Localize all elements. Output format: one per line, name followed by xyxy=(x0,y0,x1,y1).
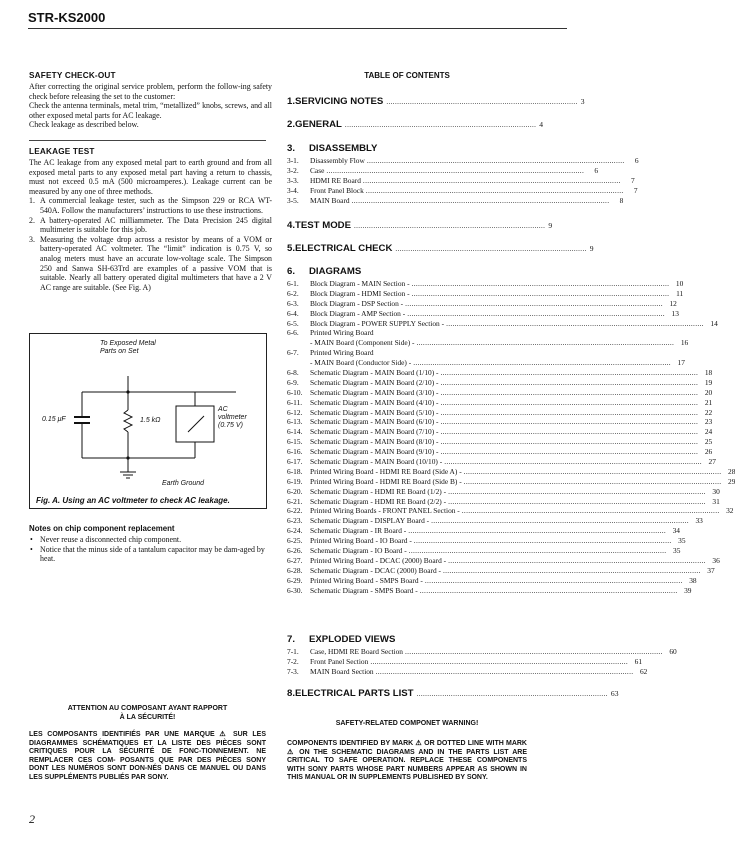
toc-entry-page: 31 xyxy=(712,496,720,506)
toc-entry-number: 6-11. xyxy=(287,397,303,407)
toc-entry-number: 6-22. xyxy=(287,506,303,516)
toc-entry-page: 6 xyxy=(594,165,599,175)
safety-checkout-body xyxy=(29,82,272,130)
toc-section-4[interactable]: 4. TEST MODE ......................................................................................... 9 xyxy=(287,220,553,231)
toc-section-6-rows xyxy=(287,279,735,596)
toc-entry-number: 6-25. xyxy=(287,536,303,546)
toc-entry-number: 6-4. xyxy=(287,308,299,318)
toc-section-2[interactable]: 2. GENERAL ......................................................................................... 4 xyxy=(287,119,544,130)
toc-entry-page: 60 xyxy=(669,647,677,656)
toc-entry[interactable] xyxy=(287,397,713,408)
toc-entry[interactable] xyxy=(287,358,685,368)
toc-entry-page: 39 xyxy=(684,585,692,595)
toc-leader-dots: ........................................................................................................................ xyxy=(408,526,666,536)
toc-section-8[interactable]: 8. ELECTRICAL PARTS LIST ......................................................................................... 63 xyxy=(287,688,619,699)
leakage-test-heading: LEAKAGE TEST xyxy=(29,147,95,156)
toc-entry[interactable] xyxy=(287,288,684,299)
toc-leader-dots: ........................................................................................................................ xyxy=(440,377,699,387)
toc-leader-dots: ........................................................................................................................ xyxy=(375,666,634,676)
header-rule xyxy=(28,28,567,29)
toc-entry-title: Printed Wiring Board xyxy=(310,348,374,358)
toc-entry[interactable] xyxy=(287,486,720,497)
toc-entry[interactable] xyxy=(287,427,713,437)
toc-entry-title: Schematic Diagram - MAIN Board (10/10) - xyxy=(310,457,443,467)
toc-entry-title: Schematic Diagram - MAIN Board (4/10) - xyxy=(310,397,439,407)
toc-entry[interactable] xyxy=(287,536,686,546)
toc-entry-page: 6 xyxy=(634,156,639,165)
toc-entry[interactable] xyxy=(287,156,639,166)
toc-entry-title: Block Diagram - MAIN Section - xyxy=(310,279,410,288)
toc-entry-page: 20 xyxy=(704,387,713,397)
leakage-step: 1. A commercial leakage tester, such as the Simpson 229 or RCA WT-540A. Follow the manufacturers’ instructions to use these instructions. xyxy=(29,196,272,215)
toc-entry-title: Case xyxy=(310,165,325,175)
toc-entry-page: 7 xyxy=(630,175,635,185)
toc-leader-dots: ........................................................................................................................ xyxy=(370,656,629,666)
toc-entry-number: 7-3. xyxy=(287,666,299,676)
page-number: 2 xyxy=(29,812,35,826)
chip-notes-heading: Notes on chip component replacement xyxy=(29,524,175,533)
toc-entry-number: 6-21. xyxy=(287,496,303,506)
safety-checkout-heading: SAFETY CHECK-OUT xyxy=(29,71,116,80)
toc-leader-dots: ........................................................................................................................ xyxy=(408,546,667,556)
toc-leader-dots: ........................................................................................................................ xyxy=(411,288,670,298)
toc-entry[interactable] xyxy=(287,298,677,309)
toc-entry-number: 6-13. xyxy=(287,417,303,427)
toc-section-3-rows xyxy=(287,156,639,205)
toc-entry-number: 3-2. xyxy=(287,165,299,175)
toc-entry-number: 6-28. xyxy=(287,565,303,575)
toc-entry-title: Schematic Diagram - DISPLAY Board - xyxy=(310,516,430,526)
toc-entry-number: 6-5. xyxy=(287,318,299,328)
toc-entry-number: 6-1. xyxy=(287,279,299,288)
toc-entry-page: 36 xyxy=(712,555,720,565)
toc-entry[interactable] xyxy=(287,348,527,358)
toc-entry-page: 35 xyxy=(678,536,686,546)
toc-entry-number: 6-9. xyxy=(287,377,299,387)
toc-entry[interactable] xyxy=(287,338,689,348)
toc-leader-dots: ........................................................................................................................ xyxy=(440,427,699,437)
voltmeter-needle xyxy=(188,416,204,432)
toc-entry-page: 62 xyxy=(639,666,648,676)
toc-entry[interactable] xyxy=(287,647,677,657)
toc-entry-title: Schematic Diagram - MAIN Board (1/10) - xyxy=(310,368,439,378)
toc-entry[interactable] xyxy=(287,575,697,586)
toc-entry-number: 6-3. xyxy=(287,298,299,308)
toc-entry-number: 6-27. xyxy=(287,555,303,565)
toc-entry-title: MAIN Board xyxy=(310,195,350,205)
toc-entry-page: 13 xyxy=(671,308,679,318)
toc-leader-dots: ........................................................................................................................ xyxy=(366,156,625,165)
toc-entry[interactable] xyxy=(287,185,638,196)
toc-leader-dots: ........................................................................................................................ xyxy=(442,565,701,575)
toc-entry-number: 6-10. xyxy=(287,387,303,397)
toc-entry-number: 6-16. xyxy=(287,447,303,457)
label-exposed-metal-2: Parts on Set xyxy=(100,348,139,355)
toc-entry-title: Schematic Diagram - MAIN Board (5/10) - xyxy=(310,407,439,417)
chip-note-item: • Notice that the minus side of a tantalum capacitor may be dam-aged by heat. xyxy=(30,544,265,564)
toc-leader-dots: ........................................................................................................................ xyxy=(440,447,699,457)
toc-entry[interactable] xyxy=(287,516,703,526)
toc-leader-dots: ........................................................................................................................ xyxy=(444,457,702,467)
toc-entry-title: Printed Wiring Board - SMPS Board - xyxy=(310,575,423,585)
toc-entry-number: 3-3. xyxy=(287,175,299,185)
toc-entry-page: 32 xyxy=(726,506,734,516)
leakage-step: 3. Measuring the voltage drop across a resistor by means of a VOM or battery-operated AC voltmeter. The “limit” indication is 0.75 V, so analog meters must have an accurate low-voltage scale. The Simpson 250 and Sanwa SH-63Trd are examples of a passive VOM that is suitable. Nearly all battery operated digital multimeters that have a 2 V AC range are suitable. (See Fig. A) xyxy=(29,234,272,292)
toc-entry-number: 6-8. xyxy=(287,368,299,378)
leakage-test-body xyxy=(29,158,272,292)
toc-entry-title: Printed Wiring Board - HDMI RE Board (Side A) - xyxy=(310,466,462,476)
toc-leader-dots: ........................................................................................................................ xyxy=(461,506,720,516)
toc-entry[interactable] xyxy=(287,506,734,516)
warning-fr-body: LES COMPOSANTS IDENTIFIÉS PAR UNE MARQUE ⚠ SUR LES DIAGRAMMES SCHÉMATIQUES ET LA LISTE DES PIÈCES SONT CRITIQUES POUR LA SÉCURITÉ DE FONC-TIONNEMENT. NE REMPLACER CES COM- POSANTS QUE PAR DES PIÈCES SONY DONT LES NUMÉROS SONT DON-NÉS DANS CE MANUEL OU DANS LES SUPPLÉMENTS PUBLIÉS PAR SONY. xyxy=(29,731,266,781)
label-voltmeter-3: (0.75 V) xyxy=(218,422,243,429)
toc-entry-page: 26 xyxy=(704,447,713,457)
toc-entry-title: Schematic Diagram - DCAC (2000) Board - xyxy=(310,565,441,575)
toc-entry-title: Block Diagram - HDMI Section - xyxy=(310,288,410,298)
toc-entry[interactable] xyxy=(287,496,720,507)
toc-entry-number: 6-26. xyxy=(287,546,303,556)
toc-entry-page: 61 xyxy=(634,656,643,666)
toc-leader-dots: ........................................................................................................................ xyxy=(448,496,706,506)
toc-entry-title: Front Panel Section xyxy=(310,656,369,666)
toc-entry-page: 19 xyxy=(704,377,713,387)
toc-entry[interactable] xyxy=(287,666,648,677)
toc-entry-title: MAIN Board Section xyxy=(310,666,374,676)
toc-entry-page: 14 xyxy=(710,318,718,328)
toc-entry-title: Printed Wiring Board - DCAC (2000) Board - xyxy=(310,555,447,565)
toc-section-6[interactable]: 6. DIAGRAMS 6-1. Block Diagram - MAIN Section - ........................................................................................................................ 10 6-2. Block Diagram - HDMI Section - ........................................................................................................................ 11 6-3. Block Diagram - DSP Section - ........................................................................................................................ 12 6-4. Block Diagram - AMP Section - ........................................................................................................................ 13 6-5. Block Diagram - POWER SUPPLY Section - ........................................................................................................................ 14 6-6. Printed Wiring Board - MAIN Board (Component Side) - ........................................................................................................................ 16 6-7. Printed Wiring Board - MAIN Board (Conductor Side) - ........................................................................................................................ 17 6-8. Schematic Diagram - MAIN Board (1/10) - ........................................................................................................................ 18 6-9. Schematic Diagram - MAIN Board (2/10) - ........................................................................................................................ 19 6-10. Schematic Diagram - MAIN Board (3/10) - ........................................................................................................................ 20 6-11. Schematic Diagram - MAIN Board (4/10) - ........................................................................................................................ 21 6-12. Schematic Diagram - MAIN Board (5/10) - ........................................................................................................................ 22 6-13. Schematic Diagram - MAIN Board (6/10) - ........................................................................................................................ 23 6-14. Schematic Diagram - MAIN Board (7/10) - ........................................................................................................................ 24 6-15. Schematic Diagram - MAIN Board (8/10) - ........................................................................................................................ 25 6-16. Schematic Diagram - MAIN Board (9/10) - ........................................................................................................................ 26 6-17. Schematic Diagram - MAIN Board (10/10) - ........................................................................................................................ 27 6-18. Printed Wiring Board - HDMI RE Board (Side A) - ........................................................................................................................ 28 6-19. Printed Wiring Board - HDMI RE Board (Side B) - ........................................................................................................................ 29 6-20. Schematic Diagram - HDMI RE Board (1/2) - ........................................................................................................................ 30 6-21. Schematic Diagram - HDMI RE Board (2/2) - ........................................................................................................................ 31 6-22. Printed Wiring Boards - FRONT PANEL Section - ........................................................................................................................ 32 6-23. Schematic Diagram - DISPLAY Board - ........................................................................................................................ 33 6-24. Schematic Diagram - IR Board - ........................................................................................................................ 34 6-25. Printed Wiring Board - IO Board - ........................................................................................................................ 35 6-26. Schematic Diagram - IO Board - ........................................................................................................................ 35 6-27. Printed Wiring Board - DCAC (2000) Board - ........................................................................................................................ 36 6-28. Schematic Diagram - DCAC (2000) Board - ........................................................................................................................ 37 6-29. Printed Wiring Board - SMPS Board - ........................................................................................................................ 38 6-30. Schematic Diagram - SMPS Board - ........................................................................................................................ 39 xyxy=(287,266,735,595)
toc-entry[interactable] xyxy=(287,476,735,487)
toc-entry-page: 28 xyxy=(728,466,735,476)
toc-entry[interactable] xyxy=(287,368,713,378)
toc-entry[interactable] xyxy=(287,165,599,176)
toc-entry-page: 37 xyxy=(707,565,715,575)
toc-entry[interactable] xyxy=(287,437,713,447)
warning-fr-heading-2: À LA SÉCURITÉ! xyxy=(119,714,176,721)
toc-entry-number: 6-20. xyxy=(287,486,303,496)
label-resistor: 1.5 kΩ xyxy=(140,417,161,424)
toc-section-3[interactable]: 3. DISASSEMBLY 3-1. Disassembly Flow ........................................................................................................................ 6 3-2. Case ........................................................................................................................ 6 3-3. HDMI RE Board ........................................................................................................................ 7 3-4. Front Panel Block ........................................................................................................................ 7 3-5. MAIN Board ........................................................................................................................ 8 xyxy=(287,143,639,205)
toc-leader-dots: ........................................................................................................................ xyxy=(440,407,699,417)
toc-section-1[interactable]: 1. SERVICING NOTES ......................................................................................... 3 xyxy=(287,96,585,107)
toc-entry-page: 11 xyxy=(676,288,684,298)
toc-entry-title: Schematic Diagram - MAIN Board (6/10) - xyxy=(310,417,439,427)
toc-entry-number: 6-24. xyxy=(287,526,303,536)
toc-entry[interactable] xyxy=(287,555,720,566)
toc-entry-title: - MAIN Board (Conductor Side) - xyxy=(310,358,412,368)
toc-entry-number: 7-1. xyxy=(287,647,299,656)
toc-entry-page: 12 xyxy=(669,298,677,308)
resistor-zigzag xyxy=(124,410,132,432)
warning-fr-heading-1: ATTENTION AU COMPOSANT AYANT RAPPORT xyxy=(67,705,228,712)
toc-entry-title: Printed Wiring Board - IO Board - xyxy=(310,536,412,546)
toc-entry[interactable] xyxy=(287,526,680,536)
toc-entry-title: Schematic Diagram - IO Board - xyxy=(310,546,407,556)
toc-entry-title: Schematic Diagram - HDMI RE Board (2/2) - xyxy=(310,496,447,506)
warning-en-heading: SAFETY-RELATED COMPONET WARNING! xyxy=(335,720,479,727)
toc-entry[interactable] xyxy=(287,308,679,319)
figure-caption: Fig. A. Using an AC voltmeter to check AC leakage. xyxy=(36,496,230,505)
toc-entry[interactable] xyxy=(287,387,713,398)
toc-leader-dots: ........................................................................................................................ xyxy=(411,279,670,288)
toc-leader-dots: ........................................................................................................................ xyxy=(405,298,663,308)
leakage-test-intro: The AC leakage from any exposed metal part to earth ground and from all exposed metal parts to any exposed metal part having a return to chassis, must not exceed 0.5 mA (500 microamperes.). Leakage current can be measured by any one of three methods. xyxy=(29,158,272,196)
toc-entry-number: 6-23. xyxy=(287,516,303,526)
toc-leader-dots: ........................................................................................................................ xyxy=(365,185,624,195)
toc-leader-dots: ........................................................................................................................ xyxy=(326,165,585,175)
toc-entry-title: Printed Wiring Board - HDMI RE Board (Side B) - xyxy=(310,476,462,486)
toc-entry-number: 3-5. xyxy=(287,195,299,205)
toc-entry[interactable] xyxy=(287,407,713,418)
toc-leader-dots: ........................................................................................................................ xyxy=(413,536,672,546)
toc-entry-page: 23 xyxy=(704,417,713,427)
toc-entry-title: Schematic Diagram - MAIN Board (7/10) - xyxy=(310,427,439,437)
toc-entry-page: 34 xyxy=(672,526,680,536)
toc-entry-number: 6-18. xyxy=(287,466,303,476)
toc-entry[interactable] xyxy=(287,279,684,289)
toc-entry-number: 6-19. xyxy=(287,476,303,486)
toc-entry-title: Schematic Diagram - MAIN Board (8/10) - xyxy=(310,437,439,447)
section-divider xyxy=(29,140,266,141)
toc-leader-dots: ........................................................................................................................ xyxy=(446,318,704,328)
toc-entry[interactable] xyxy=(287,585,692,596)
toc-entry[interactable] xyxy=(287,457,716,467)
safety-checkout-p3: Check leakage as described below. xyxy=(29,120,139,130)
toc-entry-number: 6-14. xyxy=(287,427,303,437)
toc-entry-number: 6-30. xyxy=(287,585,303,595)
toc-entry-page: 29 xyxy=(728,476,735,486)
toc-leader-dots: ........................................................................................................................ xyxy=(440,417,699,427)
toc-entry-number: 3-4. xyxy=(287,185,299,195)
toc-entry-number: 6-17. xyxy=(287,457,303,467)
toc-entry-number: 3-1. xyxy=(287,156,299,165)
toc-leader-dots: ........................................................................................................................ xyxy=(448,486,706,496)
toc-entry-title: Front Panel Block xyxy=(310,185,364,195)
toc-leader-dots: ........................................................................................................................ xyxy=(448,555,706,565)
toc-entry[interactable] xyxy=(287,195,624,206)
toc-entry-page: 22 xyxy=(704,407,713,417)
toc-entry-title: - MAIN Board (Component Side) - xyxy=(310,338,415,348)
toc-entry-page: 21 xyxy=(704,397,713,407)
chip-note-item: • Never reuse a disconnected chip component. xyxy=(30,535,182,544)
leakage-test-steps xyxy=(29,196,272,292)
label-capacitor: 0.15 μF xyxy=(42,416,66,423)
toc-leader-dots: ........................................................................................................................ xyxy=(463,466,722,476)
toc-entry-page: 35 xyxy=(673,546,681,556)
toc-entry[interactable] xyxy=(287,466,735,477)
toc-entry-number: 6-12. xyxy=(287,407,303,417)
toc-title: TABLE OF CONTENTS xyxy=(364,71,450,80)
toc-leader-dots: ........................................................................................................................ xyxy=(413,358,671,368)
figure-a-leakage-circuit xyxy=(29,333,267,509)
toc-leader-dots: ........................................................................................................................ xyxy=(362,175,621,185)
voltmeter-box xyxy=(176,406,214,442)
toc-leader-dots: ........................................................................................................................ xyxy=(440,437,699,447)
toc-entry-number: 6-2. xyxy=(287,288,299,298)
toc-entry[interactable] xyxy=(287,377,713,388)
toc-entry-page: 24 xyxy=(704,427,713,437)
toc-entry-title: Schematic Diagram - MAIN Board (9/10) - xyxy=(310,447,439,457)
safety-checkout-p2: Check the antenna terminals, metal trim, “metallized” knobs, screws, and all other exposed metal parts for AC leakage. xyxy=(29,101,272,120)
toc-entry-page: 17 xyxy=(677,358,685,368)
toc-entry-page: 18 xyxy=(704,368,713,378)
toc-entry-page: 8 xyxy=(619,195,624,205)
toc-leader-dots: ........................................................................................................................ xyxy=(440,397,699,407)
warning-en-body: COMPONENTS IDENTIFIED BY MARK ⚠ OR DOTTED LINE WITH MARK ⚠ ON THE SCHEMATIC DIAGRAMS AND IN THE PARTS LIST ARE CRITICAL TO SAFE OPERATION. REPLACE THESE COMPONENTS WITH SONY PARTS WHOSE PART NUMBERS APPEAR AS SHOWN IN THIS MANUAL OR IN SUPPLEMENTS PUBLISHED BY SONY. xyxy=(287,740,527,782)
toc-leader-dots: ........................................................................................................................ xyxy=(419,585,678,595)
toc-leader-dots: ........................................................................................................................ xyxy=(405,647,663,656)
toc-entry-page: 30 xyxy=(712,486,720,496)
toc-entry-title: Printed Wiring Boards - FRONT PANEL Section - xyxy=(310,506,460,516)
toc-entry-title: Schematic Diagram - MAIN Board (3/10) - xyxy=(310,387,439,397)
toc-entry-title: Case, HDMI RE Board Section xyxy=(310,647,403,656)
label-voltmeter-2: voltmeter xyxy=(218,414,247,421)
toc-leader-dots: ........................................................................................................................ xyxy=(351,195,610,205)
toc-entry-title: Schematic Diagram - IR Board - xyxy=(310,526,407,536)
chip-notes-list xyxy=(29,535,272,564)
toc-leader-dots: ........................................................................................................................ xyxy=(463,476,722,486)
toc-entry[interactable] xyxy=(287,328,527,338)
toc-leader-dots: ........................................................................................................................ xyxy=(440,368,699,378)
toc-leader-dots: ........................................................................................................................ xyxy=(416,338,675,348)
label-exposed-metal-1: To Exposed Metal xyxy=(100,340,156,347)
toc-entry-page: 16 xyxy=(680,338,689,348)
toc-leader-dots: ........................................................................................................................ xyxy=(431,516,689,526)
toc-entry-number: 6-6. xyxy=(287,328,299,338)
toc-entry-number: 6-29. xyxy=(287,575,303,585)
toc-entry-title: Block Diagram - POWER SUPPLY Section - xyxy=(310,318,445,328)
toc-entry[interactable] xyxy=(287,318,718,329)
toc-entry-number: 6-15. xyxy=(287,437,303,447)
toc-entry[interactable] xyxy=(287,447,713,457)
toc-entry-title: Schematic Diagram - HDMI RE Board (1/2) - xyxy=(310,486,447,496)
toc-entry-title: HDMI RE Board xyxy=(310,175,361,185)
label-voltmeter-1: AC xyxy=(218,406,228,413)
toc-entry-page: 33 xyxy=(695,516,703,526)
leakage-step: 2. A battery-operated AC milliammeter. The Data Precision 245 digital multimeter is suitable for this job. xyxy=(29,215,272,235)
toc-entry-title: Disassembly Flow xyxy=(310,156,365,165)
toc-entry-page: 25 xyxy=(704,437,713,447)
toc-entry[interactable] xyxy=(287,656,643,667)
toc-entry-title: Schematic Diagram - MAIN Board (2/10) - xyxy=(310,377,439,387)
toc-section-5[interactable]: 5. ELECTRICAL CHECK ......................................................................................... 9 xyxy=(287,243,594,254)
toc-entry-page: 38 xyxy=(689,575,697,585)
toc-entry[interactable] xyxy=(287,417,713,427)
toc-entry[interactable] xyxy=(287,175,635,186)
label-earth-ground: Earth Ground xyxy=(162,480,205,487)
document-model-title: STR-KS2000 xyxy=(28,10,106,25)
toc-entry-title: Block Diagram - DSP Section - xyxy=(310,298,404,308)
toc-entry-page: 7 xyxy=(633,185,638,195)
toc-section-7[interactable]: 7. EXPLODED VIEWS 7-1. Case, HDMI RE Board Section ........................................................................................................................ 60 7-2. Front Panel Section ........................................................................................................................ 61 7-3. MAIN Board Section ........................................................................................................................ 62 xyxy=(287,634,677,676)
safety-checkout-p1: After correcting the original service problem, perform the follow-ing safety check before releasing the set to the customer: xyxy=(29,82,272,101)
toc-leader-dots: ........................................................................................................................ xyxy=(424,575,683,585)
toc-entry-number: 7-2. xyxy=(287,656,299,666)
toc-leader-dots: ........................................................................................................................ xyxy=(440,387,699,397)
toc-entry-title: Printed Wiring Board xyxy=(310,328,374,338)
toc-leader-dots: ........................................................................................................................ xyxy=(407,308,665,318)
toc-entry[interactable] xyxy=(287,546,681,556)
toc-entry-title: Block Diagram - AMP Section - xyxy=(310,308,406,318)
toc-entry-page: 27 xyxy=(708,457,716,467)
toc-entry-number: 6-7. xyxy=(287,348,299,358)
toc-entry-page: 10 xyxy=(675,279,684,288)
toc-entry-title: Schematic Diagram - SMPS Board - xyxy=(310,585,418,595)
toc-entry[interactable] xyxy=(287,565,715,576)
